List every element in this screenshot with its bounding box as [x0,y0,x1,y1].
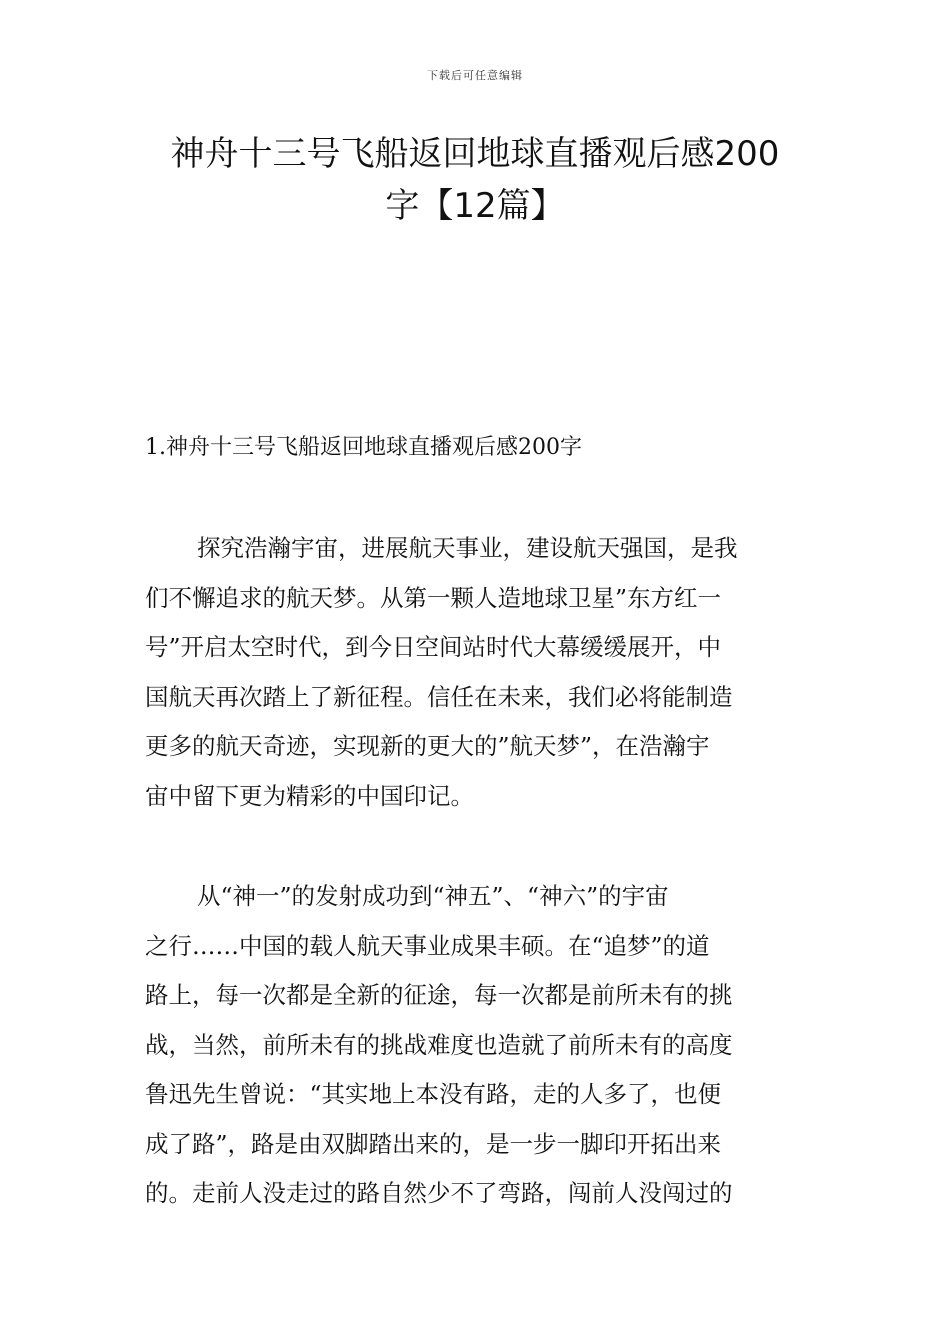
paragraph-line: 从“神一”的发射成功到“神五”、“神六”的宇宙 [197,882,669,910]
paragraph-line: 探究浩瀚宇宙，进展航天事业，建设航天强国，是我 [197,534,738,562]
paragraph-line: 更多的航天奇迹，实现新的更大的”航天梦”，在浩瀚宇 [145,732,710,760]
title-line-2: 字【12篇】 [385,186,565,226]
paragraph-1 [145,524,805,821]
paragraph-line: 宙中留下更为精彩的中国印记。 [145,781,474,810]
header-note: 下载后可任意编辑 [427,69,523,82]
paragraph-line: 的。走前人没走过的路自然少不了弯路，闯前人没闯过的 [145,1179,733,1207]
title-line-1: 神舟十三号飞船返回地球直播观后感200 [170,134,780,174]
paragraph-line: 号”开启太空时代，到今日空间站时代大幕缓缓展开，中 [145,633,722,661]
paragraph-line: 鲁迅先生曾说：“其实地上本没有路，走的人多了，也便 [145,1080,722,1108]
document-title [145,128,805,232]
paragraph-2 [145,872,805,1219]
paragraph-line: 成了路”，路是由双脚踏出来的，是一步一脚印开拓出来 [145,1129,722,1158]
paragraph-line: 之行……中国的载人航天事业成果丰硕。在“追梦”的道 [145,931,710,960]
paragraph-line: 国航天再次踏上了新征程。信任在未来，我们必将能制造 [145,682,733,711]
paragraph-line: 路上，每一次都是全新的征途，每一次都是前所未有的挑 [145,981,733,1009]
section-heading: 1.神舟十三号飞船返回地球直播观后感200字 [145,435,582,460]
paragraph-line: 们不懈追求的航天梦。从第一颗人造地球卫星”东方红一 [145,583,722,612]
paragraph-line: 战，当然，前所未有的挑战难度也造就了前所未有的高度 [145,1030,733,1059]
